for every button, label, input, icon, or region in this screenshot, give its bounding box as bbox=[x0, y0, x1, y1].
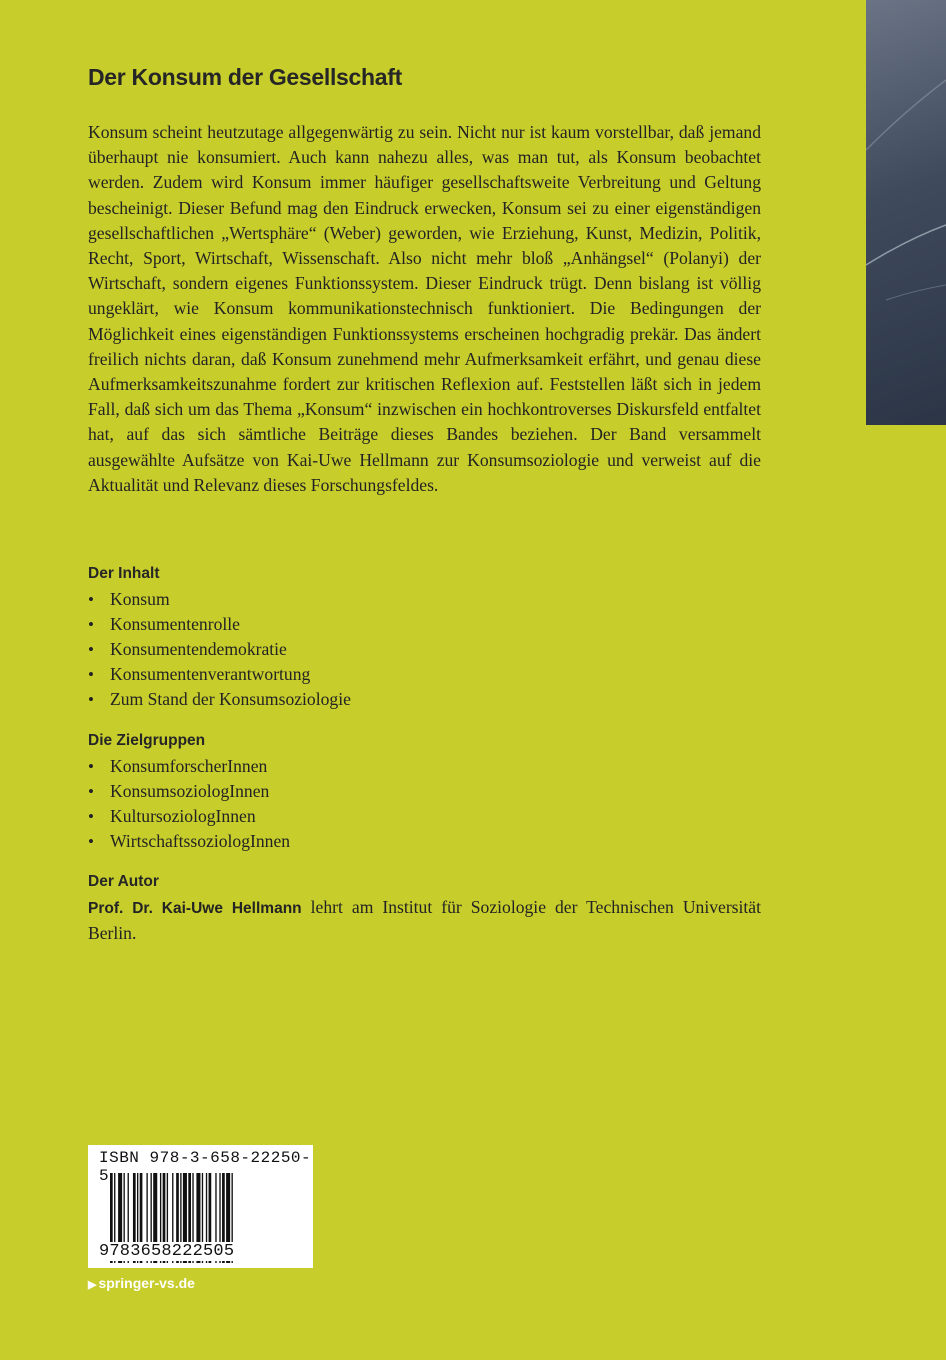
barcode-digits: 9783658222505 bbox=[99, 1242, 235, 1261]
inhalt-list bbox=[88, 587, 351, 712]
list-item: • Konsumentendemokratie bbox=[88, 639, 287, 659]
author-bio bbox=[88, 895, 761, 946]
website-text: springer-vs.de bbox=[98, 1275, 195, 1291]
list-item: • KultursoziologInnen bbox=[88, 806, 256, 826]
book-title: Der Konsum der Gesellschaft bbox=[88, 64, 403, 90]
author-name: Prof. Dr. Kai-Uwe Hellmann bbox=[88, 900, 302, 917]
description-text bbox=[88, 120, 761, 498]
list-item: • Zum Stand der Konsumsoziologie bbox=[88, 689, 351, 709]
isbn-barcode bbox=[88, 1145, 313, 1268]
isbn-label: ISBN 978-3-658-22250-5 bbox=[99, 1149, 312, 1185]
list-item: • Konsum bbox=[88, 589, 170, 609]
list-item: • Konsumentenrolle bbox=[88, 614, 240, 634]
author-text: lehrt am Institut für Soziologie der Technischen Universität Berlin. bbox=[88, 897, 762, 944]
list-item: • WirtschaftssoziologInnen bbox=[88, 831, 291, 851]
zielgruppen-heading: Die Zielgruppen bbox=[88, 732, 206, 749]
inhalt-heading: Der Inhalt bbox=[88, 565, 160, 582]
corner-graphic bbox=[866, 0, 946, 425]
list-item: • KonsumsoziologInnen bbox=[88, 781, 270, 801]
description-paragraph: Konsum scheint heutzutage allgegenwärtig zu sein. Nicht nur ist kaum vorstellbar, daß jemand überhaupt nie konsumiert. Auch kann nahezu alles, was man tut, als Konsum beobachtet werden. Zudem wird Konsum immer häufiger gesellschaftsweite Verbreitung und Geltung bescheinigt. Dieser Befund mag den Eindruck erwecken, Konsum sei zu einer eigenständigen gesellschaftlichen „Wertsphäre“ (Weber) geworden, wie Erziehung, Kunst, Medizin, Politik, Recht, Sport, Wirtschaft, Wissenschaft. Also nicht mehr bloß „Anhängsel“ (Polanyi) der Wirtschaft, sondern eigenes Funktionssystem. Dieser Eindruck trügt. Denn bislang ist völlig ungeklärt, wie Konsum kommunikationstechnisch funktioniert. Die Bedingungen der Möglichkeit eines eigenständigen Funktionssystems erscheinen hochgradig prekär. Das ändert freilich nichts daran, daß Konsum zunehmend mehr Aufmerksamkeit erfährt, und genau diese Aufmerksamkeitszunahme fordert zur kritischen Reflexion auf. Feststellen läßt sich in jedem Fall, daß sich um das Thema „Konsum“ inzwischen ein hochkontroverses Diskursfeld entfaltet hat, auf das sich sämtliche Beiträge dieses Bandes beziehen. Der Band versammelt ausgewählte Aufsätze von Kai-Uwe Hellmann zur Konsumsoziologie und verweist auf die Aktualität und Relevanz dieses Forschungsfeldes. bbox=[88, 122, 761, 495]
list-item: • Konsumentenverantwortung bbox=[88, 664, 311, 684]
arrow-right-icon: ▶ bbox=[88, 1279, 97, 1291]
autor-heading: Der Autor bbox=[88, 873, 159, 890]
website-link[interactable] bbox=[88, 1275, 195, 1291]
list-item: • KonsumforscherInnen bbox=[88, 756, 268, 776]
zielgruppen-list bbox=[88, 754, 290, 854]
